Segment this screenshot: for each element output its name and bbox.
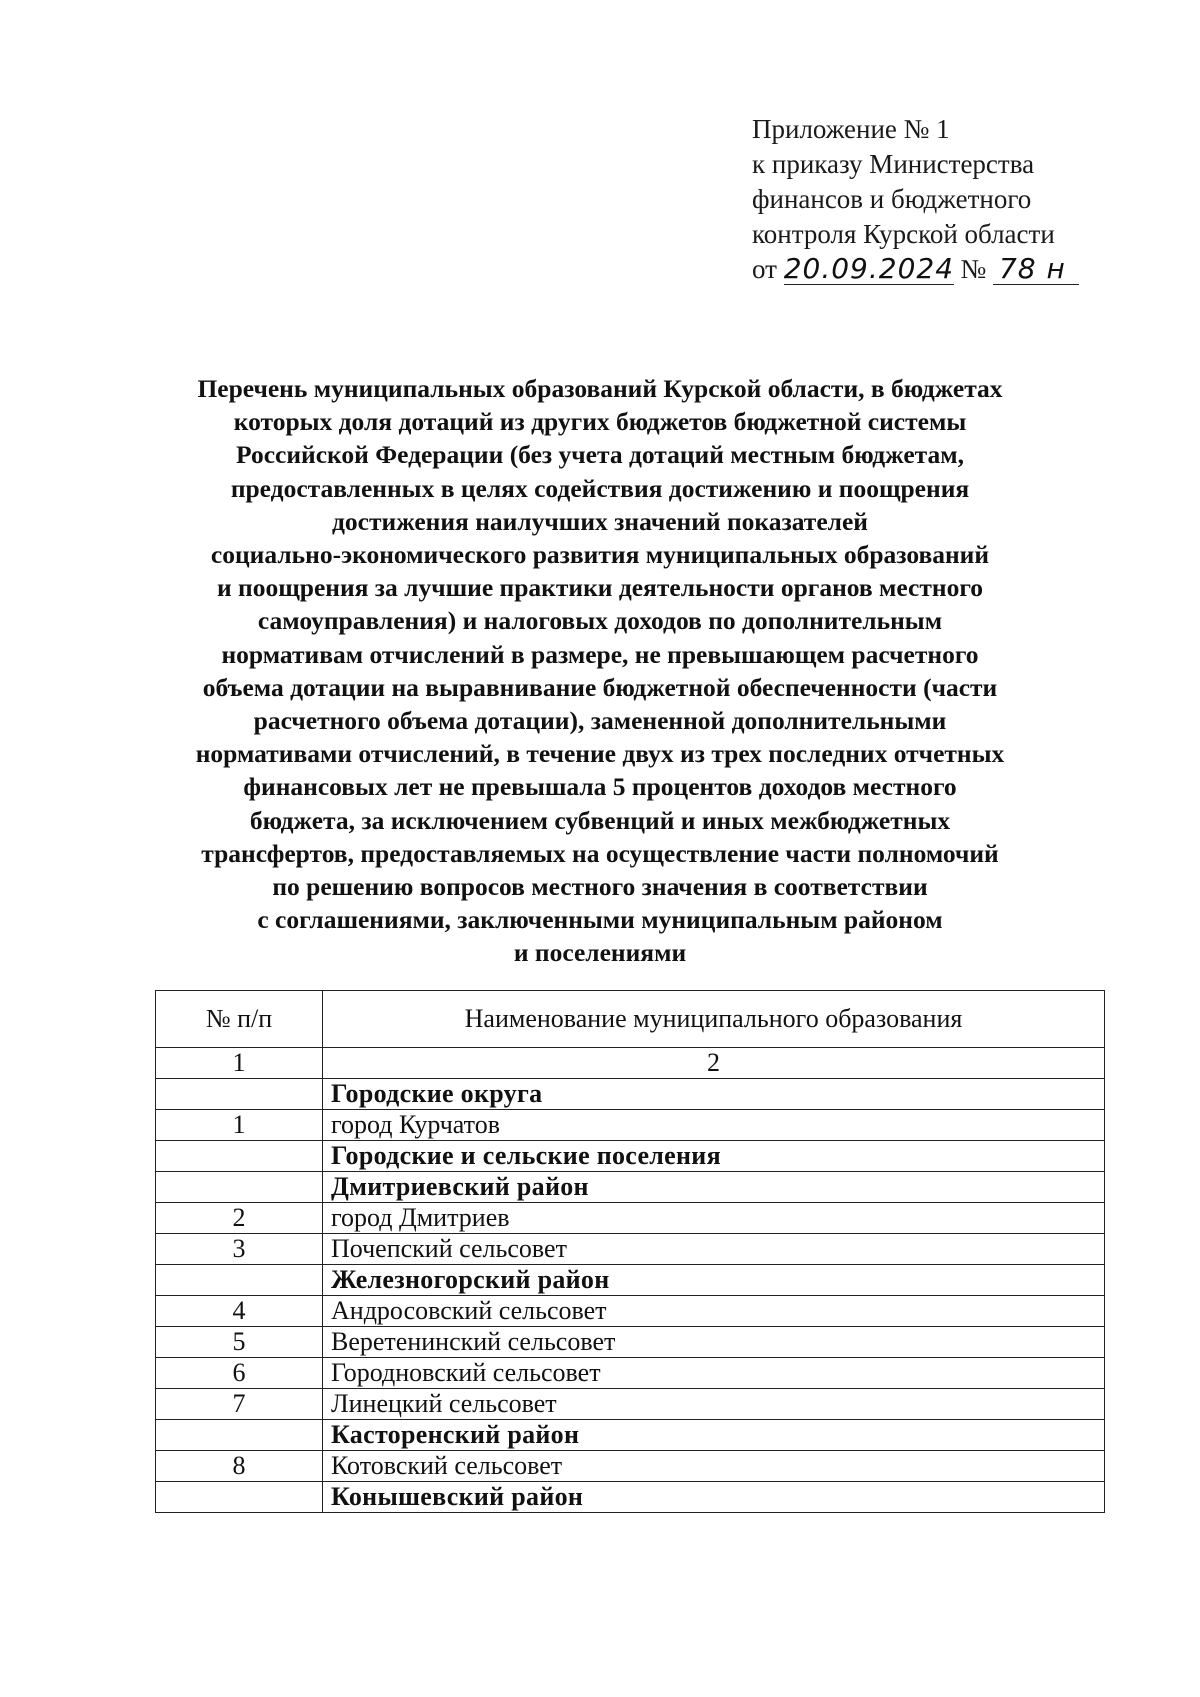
section-title: Конышевский район xyxy=(323,1482,1105,1513)
row-number xyxy=(156,1265,323,1296)
row-number: 5 xyxy=(156,1327,323,1358)
table-row xyxy=(156,1389,1105,1420)
municipality-name: Котовский сельсовет xyxy=(323,1451,1105,1482)
row-number: 1 xyxy=(156,1110,323,1141)
table-header-row xyxy=(156,991,1105,1048)
municipality-name: город Дмитриев xyxy=(323,1203,1105,1234)
municipality-name: Линецкий сельсовет xyxy=(323,1389,1105,1420)
title-line: Российской Федерации (без учета дотаций местным бюджетам, xyxy=(236,440,964,470)
section-title: Касторенский район xyxy=(323,1420,1105,1451)
municipality-name: Веретенинский сельсовет xyxy=(323,1327,1105,1358)
row-number: 4 xyxy=(156,1296,323,1327)
column-index-cell: 1 xyxy=(156,1048,323,1079)
row-number xyxy=(156,1482,323,1513)
row-number xyxy=(156,1172,323,1203)
handwritten-date: 20.09.2024 xyxy=(783,252,955,285)
title-line: достижения наилучших значений показателей xyxy=(332,506,868,536)
row-number: 8 xyxy=(156,1451,323,1482)
appendix-line: финансов и бюджетного xyxy=(752,184,1032,214)
section-row xyxy=(156,1420,1105,1451)
municipality-name: город Курчатов xyxy=(323,1110,1105,1141)
appendix-line: контроля Курской области xyxy=(752,219,1055,249)
header-number: № п/п xyxy=(156,991,323,1048)
title-line: социально-экономического развития муниципальных образований xyxy=(210,540,990,570)
title-line: и поощрения за лучшие практики деятельности органов местного xyxy=(216,573,984,603)
section-title: Дмитриевский район xyxy=(323,1172,1105,1203)
table-row xyxy=(156,1203,1105,1234)
section-row xyxy=(156,1265,1105,1296)
appendix-line: Приложение № 1 xyxy=(752,114,950,144)
appendix-header xyxy=(752,112,1152,287)
table-row xyxy=(156,1234,1105,1265)
title-line: объема дотации на выравнивание бюджетной обеспеченности (части xyxy=(202,672,998,702)
title-line: трансфертов, предоставляемых на осуществление части полномочий xyxy=(201,838,999,868)
header-name: Наименование муниципального образования xyxy=(323,991,1105,1048)
row-number: 2 xyxy=(156,1203,323,1234)
section-row xyxy=(156,1079,1105,1110)
title-line: Перечень муниципальных образований Курской области, в бюджетах xyxy=(197,374,1003,403)
title-line: финансовых лет не превышала 5 процентов доходов местного xyxy=(243,772,957,802)
section-row xyxy=(156,1141,1105,1172)
date-prefix: от xyxy=(752,254,777,284)
order-date-line xyxy=(752,252,1152,287)
section-title: Городские и сельские поселения xyxy=(323,1141,1105,1172)
title-line: самоуправления) и налоговых доходов по дополнительным xyxy=(257,606,943,636)
row-number: 7 xyxy=(156,1389,323,1420)
appendix-line: к приказу Министерства xyxy=(752,149,1035,179)
municipalities-table xyxy=(155,990,1105,1513)
row-number xyxy=(156,1420,323,1451)
row-number xyxy=(156,1141,323,1172)
table-row xyxy=(156,1327,1105,1358)
row-number xyxy=(156,1079,323,1110)
table-row xyxy=(156,1296,1105,1327)
column-index-cell: 2 xyxy=(323,1048,1105,1079)
handwritten-order-number: 78 н xyxy=(993,254,1079,285)
section-title: Железногорский район xyxy=(323,1265,1105,1296)
municipality-name: Андросовский сельсовет xyxy=(323,1296,1105,1327)
municipality-name: Почепский сельсовет xyxy=(323,1234,1105,1265)
title-line: нормативами отчислений, в течение двух из трех последних отчетных xyxy=(195,739,1005,769)
title-line: которых доля дотаций из других бюджетов бюджетной системы xyxy=(233,407,967,437)
table-row xyxy=(156,1110,1105,1141)
document-title xyxy=(150,372,1050,970)
column-index-row xyxy=(156,1048,1105,1079)
title-line: с соглашениями, заключенными муниципальным районом xyxy=(257,905,943,935)
title-line: расчетного объема дотации), замененной дополнительными xyxy=(253,706,947,736)
section-row xyxy=(156,1172,1105,1203)
title-line: по решению вопросов местного значения в соответствии xyxy=(272,872,928,902)
number-prefix: № xyxy=(960,254,987,284)
title-line: и поселениями xyxy=(513,938,687,968)
title-line: предоставленных в целях содействия достижению и поощрения xyxy=(230,473,970,503)
municipality-name: Городновский сельсовет xyxy=(323,1358,1105,1389)
row-number: 6 xyxy=(156,1358,323,1389)
section-title: Городские округа xyxy=(323,1079,1105,1110)
title-line: бюджета, за исключением субвенций и иных межбюджетных xyxy=(249,805,951,835)
row-number: 3 xyxy=(156,1234,323,1265)
title-line: нормативам отчислений в размере, не превышающем расчетного xyxy=(221,639,979,669)
table-row xyxy=(156,1358,1105,1389)
section-row xyxy=(156,1482,1105,1513)
table-row xyxy=(156,1451,1105,1482)
